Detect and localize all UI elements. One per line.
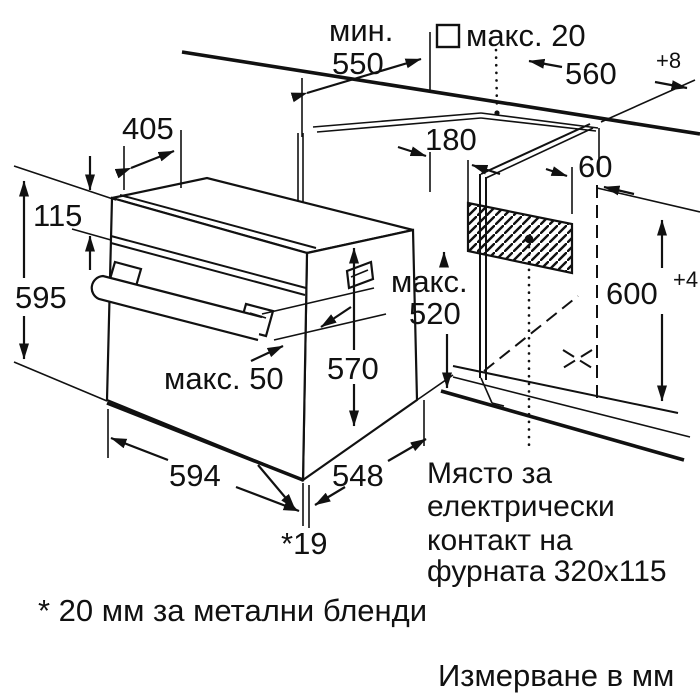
min-label: мин. bbox=[329, 13, 394, 48]
min-550-value: 550 bbox=[332, 46, 384, 81]
dim-594: 594 bbox=[169, 458, 221, 493]
max-20-label: макс. 20 bbox=[466, 18, 586, 53]
gap-19-label: *19 bbox=[281, 526, 328, 561]
dim-560: 560 bbox=[565, 56, 617, 91]
dim-600: 600 bbox=[606, 276, 658, 311]
max-520-label: макс. bbox=[391, 264, 468, 299]
contact-center-dot bbox=[525, 235, 533, 243]
hob-square-icon bbox=[437, 25, 459, 47]
dim-600-tolerance: +4 bbox=[673, 267, 699, 292]
contact-note-line1: Място за bbox=[427, 457, 553, 490]
dim-60: 60 bbox=[578, 149, 613, 184]
electrical-contact-area bbox=[468, 203, 572, 273]
dim-405: 405 bbox=[122, 111, 174, 146]
dim-180: 180 bbox=[425, 122, 477, 157]
footnote-metal-trims: * 20 мм за метални бленди bbox=[38, 593, 428, 628]
dim-560-tolerance: +8 bbox=[656, 48, 682, 73]
units-note: Измерване в мм bbox=[438, 658, 675, 693]
max-520-value: 520 bbox=[409, 296, 461, 331]
dim-570: 570 bbox=[327, 351, 379, 386]
contact-note-line4: фурната 320x115 bbox=[427, 555, 667, 588]
dim-115: 115 bbox=[33, 198, 83, 233]
contact-note-line2: електрически bbox=[427, 490, 615, 523]
contact-note-line3: контакт на bbox=[427, 524, 573, 557]
dim-548: 548 bbox=[332, 458, 384, 493]
oven bbox=[92, 178, 453, 480]
dim-595: 595 bbox=[15, 280, 67, 315]
max-50-label: макс. 50 bbox=[164, 361, 284, 396]
